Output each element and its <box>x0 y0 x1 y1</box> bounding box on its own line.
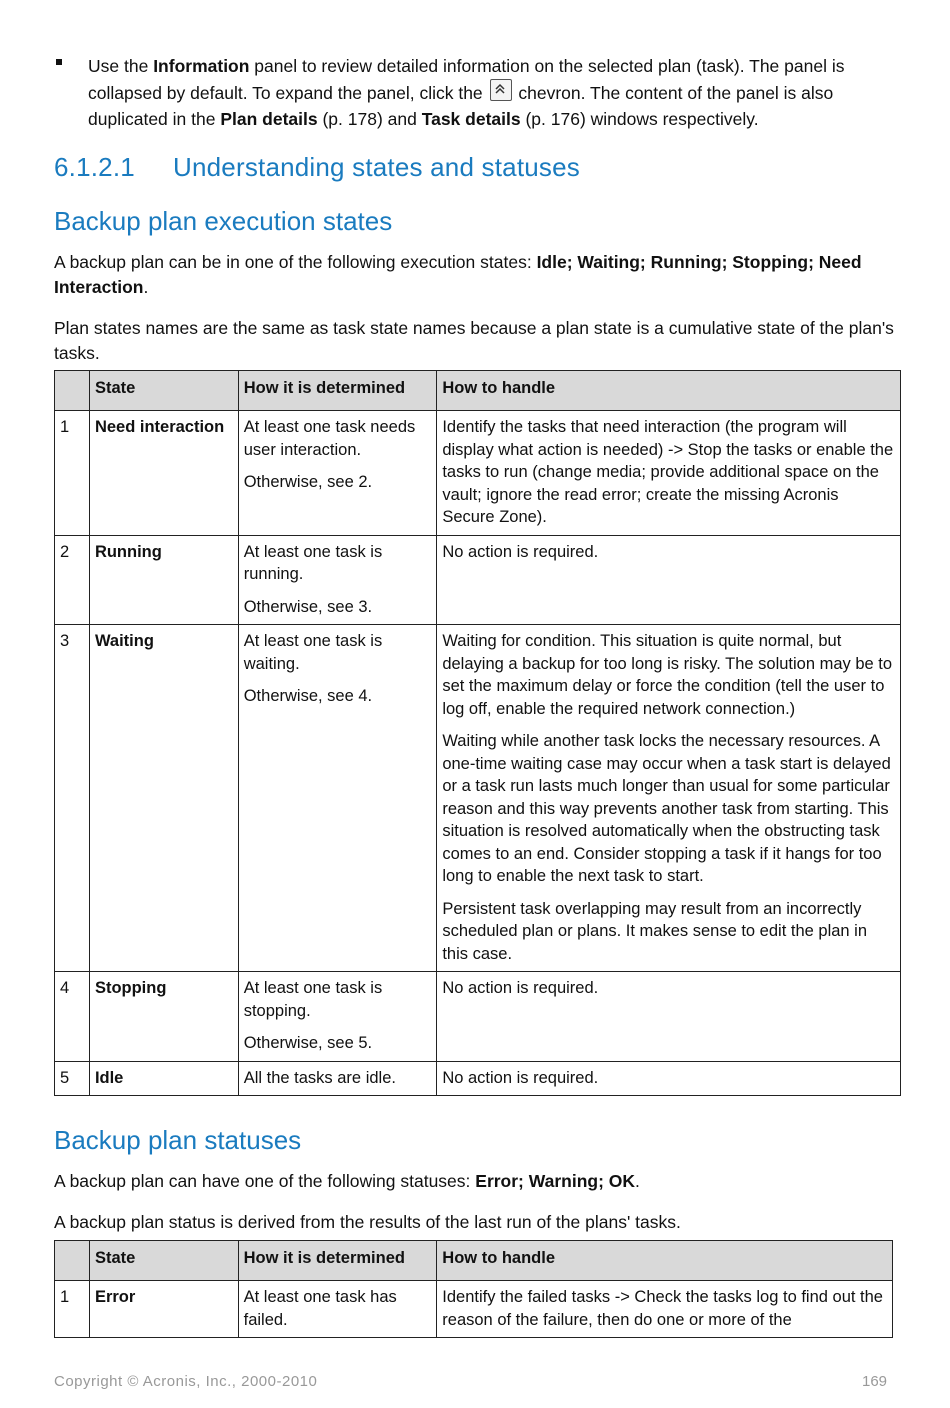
double-chevron-up-icon <box>490 79 512 101</box>
row-number: 2 <box>55 535 90 625</box>
header-how-determined: How it is determined <box>238 1241 437 1281</box>
table-row <box>55 625 901 972</box>
row-number: 4 <box>55 972 90 1062</box>
row-how-determined: At least one task has failed. <box>238 1281 437 1338</box>
header-number <box>55 1241 90 1281</box>
execution-states-intro: A backup plan can be in one of the following execution states: Idle; Waiting; Running; Stopping; Need Interaction. <box>54 252 862 297</box>
row-number: 1 <box>55 1281 90 1338</box>
table-row <box>55 972 901 1062</box>
bullet-item <box>54 53 884 132</box>
statuses-intro: A backup plan can have one of the following statuses: Error; Warning; OK. <box>54 1171 640 1191</box>
table-row <box>55 411 901 536</box>
row-number: 1 <box>55 411 90 536</box>
row-state: Error <box>89 1281 238 1338</box>
section-number: 6.1.2.1 <box>54 152 135 182</box>
row-state: Need interaction <box>89 411 238 536</box>
footer-copyright: Copyright © Acronis, Inc., 2000-2010 <box>54 1373 318 1390</box>
table-row <box>55 1281 893 1338</box>
header-state: State <box>89 371 238 411</box>
row-how-to-handle: Waiting for condition. This situation is quite normal, but delaying a backup for too long is risky. The solution may be to set the maximum delay or force the condition (tell the user to log off, enable the required network connection.) Waiting while another task locks the necessary resources. A one-time waiting case may occur when a task start is delayed or a task run lasts much longer than usual for some particular reason and this way prevents another task from starting. This situation is resolved automatically when the obstructing task comes to an end. Consider stopping a task if it hangs for too long to enable the next task to start. Persistent task overlapping may result from an incorrectly scheduled plan or plans. It makes sense to edit the plan in this case. <box>437 625 901 972</box>
execution-states-heading: Backup plan execution states <box>54 206 393 236</box>
execution-states-table <box>54 370 901 1096</box>
table-header-row <box>55 1241 893 1281</box>
header-how-to-handle: How to handle <box>437 371 901 411</box>
statuses-note: A backup plan status is derived from the results of the last run of the plans' tasks. <box>54 1212 681 1232</box>
row-how-determined: All the tasks are idle. <box>238 1061 437 1096</box>
row-how-determined: At least one task needs user interaction. Otherwise, see 2. <box>238 411 437 536</box>
table-row <box>55 1061 901 1096</box>
execution-states-note: Plan states names are the same as task state names because a plan state is a cumulative state of the plan's tasks. <box>54 318 894 363</box>
header-number <box>55 371 90 411</box>
row-how-to-handle: No action is required. <box>437 972 901 1062</box>
bullet-marker <box>56 59 62 65</box>
row-how-to-handle: No action is required. <box>437 1061 901 1096</box>
row-how-determined: At least one task is stopping. Otherwise, see 5. <box>238 972 437 1062</box>
header-state: State <box>89 1241 238 1281</box>
row-how-determined: At least one task is waiting. Otherwise, see 4. <box>238 625 437 972</box>
header-how-determined: How it is determined <box>238 371 437 411</box>
row-state: Running <box>89 535 238 625</box>
section-heading <box>54 152 580 183</box>
row-how-to-handle: Identify the tasks that need interaction (the program will display what action is needed) -> Stop the tasks or enable the tasks to run (change media; provide additional space on the vault; ignore the read error; create the missing Acronis Secure Zone). <box>437 411 901 536</box>
table-row <box>55 535 901 625</box>
statuses-table <box>54 1240 893 1338</box>
footer-page-number: 169 <box>862 1373 888 1390</box>
row-state: Idle <box>89 1061 238 1096</box>
section-title: Understanding states and statuses <box>173 152 580 182</box>
statuses-heading: Backup plan statuses <box>54 1125 302 1155</box>
row-number: 5 <box>55 1061 90 1096</box>
row-state: Stopping <box>89 972 238 1062</box>
header-how-to-handle: How to handle <box>437 1241 893 1281</box>
row-state: Waiting <box>89 625 238 972</box>
bullet-text: Use the Information panel to review detailed information on the selected plan (task). The panel is collapsed by default. To expand the panel, click the chevron. The content of the panel is also duplicated in the Plan details (p. 178) and Task details (p. 176) windows respectively. <box>88 56 845 129</box>
row-number: 3 <box>55 625 90 972</box>
table-header-row <box>55 371 901 411</box>
row-how-to-handle: No action is required. <box>437 535 901 625</box>
row-how-to-handle: Identify the failed tasks -> Check the tasks log to find out the reason of the failure, then do one or more of the <box>437 1281 893 1338</box>
row-how-determined: At least one task is running. Otherwise, see 3. <box>238 535 437 625</box>
